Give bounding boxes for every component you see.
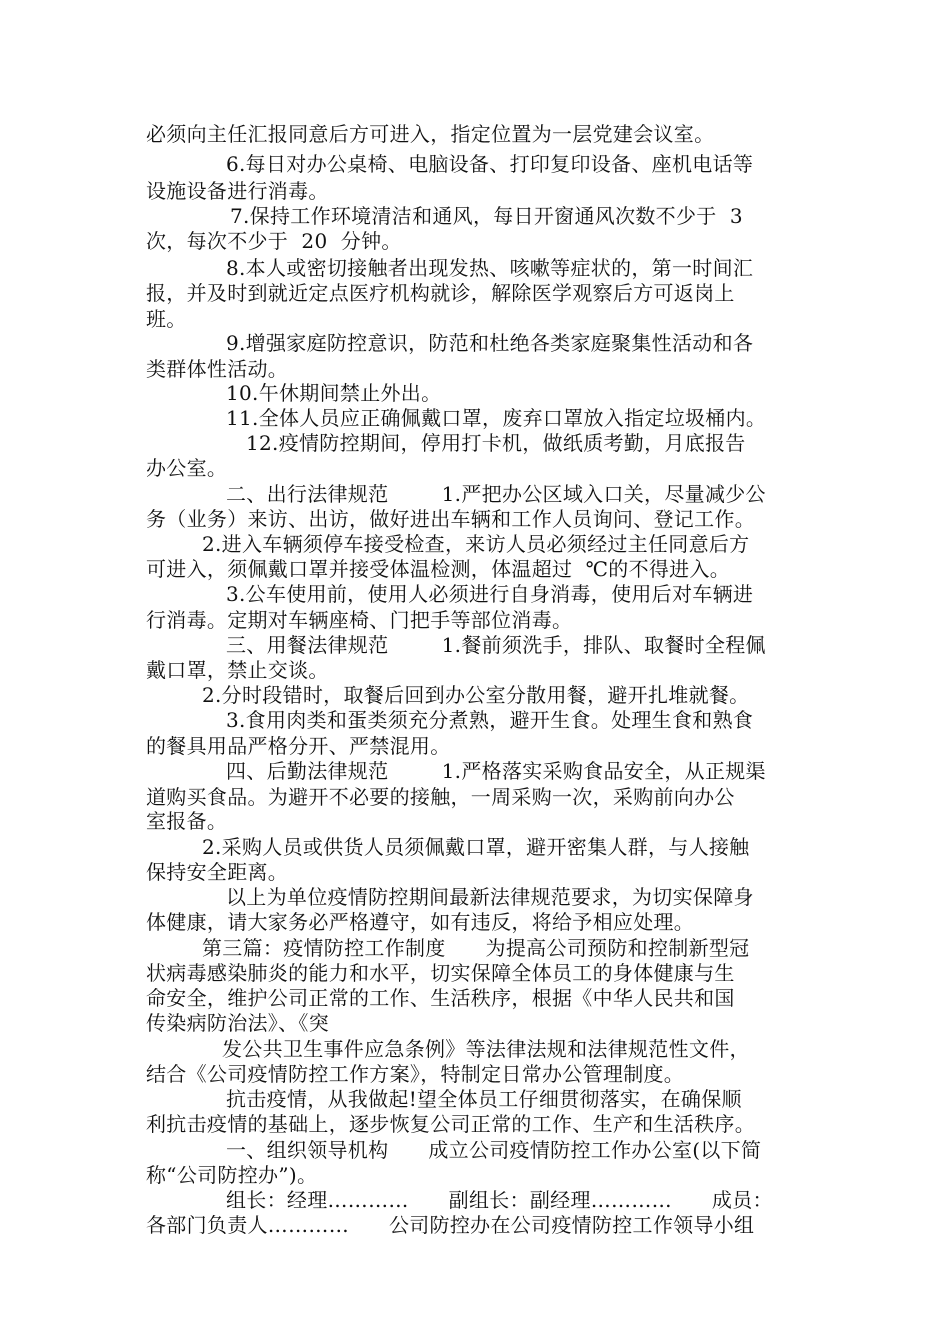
text-line: 戴口罩，禁止交谈。: [146, 658, 329, 682]
text-line: 命安全，维护公司正常的工作、生活秩序，根据《中华人民共和国: [146, 986, 735, 1010]
text-line: 利抗击疫情的基础上，逐步恢复公司正常的工作、生产和生活秩序。: [146, 1112, 755, 1136]
text-line: 必须向主任汇报同意后方可进入，指定位置为一层党建会议室。: [146, 122, 715, 146]
text-line: 可进入，须佩戴口罩并接受体温检测，体温超过 ℃的不得进入。: [146, 557, 731, 581]
text-line: 务（业务）来访、出访，做好进出车辆和工作人员询问、登记工作。: [146, 507, 755, 531]
text-line: 一、组织领导机构 成立公司疫情防控工作办公室(以下简: [226, 1138, 762, 1162]
text-line: 办公室。: [146, 456, 228, 480]
text-line: 3.食用肉类和蛋类须充分煮熟，避开生食。处理生食和熟食: [226, 708, 754, 732]
section-heading-line: 第三篇：疫情防控工作制度 为提高公司预防和控制新型冠: [202, 936, 750, 960]
text-line: 四、后勤法律规范 1.严格落实采购食品安全，从正规渠: [226, 759, 766, 783]
text-line: 12.疫情防控期间，停用打卡机，做纸质考勤，月底报告: [246, 431, 746, 455]
text-line: 8.本人或密切接触者出现发热、咳嗽等症状的，第一时间汇: [226, 256, 754, 280]
text-line: 设施设备进行消毒。: [146, 179, 329, 203]
text-line: 3.公车使用前，使用人必须进行自身消毒，使用后对车辆进: [226, 582, 754, 606]
text-line: 9.增强家庭防控意识，防范和杜绝各类家庭聚集性活动和各: [226, 331, 754, 355]
text-line: 的餐具用品严格分开、严禁混用。: [146, 734, 451, 758]
text-line: 各部门负责人………… 公司防控办在公司疫情防控工作领导小组: [146, 1213, 755, 1237]
text-line: 2.采购人员或供货人员须佩戴口罩，避开密集人群，与人接触: [202, 835, 750, 859]
text-line: 抗击疫情，从我做起!望全体员工仔细贯彻落实，在确保顺: [226, 1087, 742, 1111]
text-line: 传染病防治法》、《突: [146, 1011, 329, 1035]
text-line: 类群体性活动。: [146, 357, 289, 381]
text-line: 三、用餐法律规范 1.餐前须洗手，排队、取餐时全程佩: [226, 633, 766, 657]
text-line: 7.保持工作环境清洁和通风，每日开窗通风次数不少于 3: [230, 204, 743, 228]
text-line: 以上为单位疫情防控期间最新法律规范要求，为切实保障身: [226, 885, 754, 909]
text-line: 10.午休期间禁止外出。: [226, 381, 442, 405]
text-line: 状病毒感染肺炎的能力和水平，切实保障全体员工的身体健康与生: [146, 961, 735, 985]
text-line: 发公共卫生事件应急条例》等法律法规和法律规范性文件，: [222, 1037, 750, 1061]
text-line: 行消毒。定期对车辆座椅、门把手等部位消毒。: [146, 608, 573, 632]
text-line: 体健康，请大家务必严格遵守，如有违反，将给予相应处理。: [146, 910, 695, 934]
text-line: 称“公司防控办”)。: [146, 1163, 318, 1187]
text-line: 保持安全距离。: [146, 860, 289, 884]
text-line: 6.每日对办公桌椅、电脑设备、打印复印设备、座机电话等: [226, 152, 754, 176]
text-line: 室报备。: [146, 809, 228, 833]
text-line: 次，每次不少于 20 分钟。: [146, 229, 402, 253]
text-line: 二、出行法律规范 1.严把办公区域入口关，尽量减少公: [226, 482, 766, 506]
text-line: 结合《公司疫情防控工作方案》，特制定日常办公管理制度。: [146, 1062, 685, 1086]
text-line: 11.全体人员应正确佩戴口罩，废弃口罩放入指定垃圾桶内。: [226, 406, 767, 430]
text-line: 报，并及时到就近定点医疗机构就诊，解除医学观察后方可返岗上: [146, 281, 735, 305]
text-line: 2.分时段错时，取餐后回到办公室分散用餐，避开扎堆就餐。: [202, 683, 750, 707]
text-line: 班。: [146, 307, 187, 331]
text-line: 2.进入车辆须停车接受检查，来访人员必须经过主任同意后方: [202, 532, 750, 556]
text-line: 组长：经理………… 副组长：副经理………… 成员：: [226, 1188, 773, 1212]
text-line: 道购买食品。为避开不必要的接触，一周采购一次，采购前向办公: [146, 785, 735, 809]
